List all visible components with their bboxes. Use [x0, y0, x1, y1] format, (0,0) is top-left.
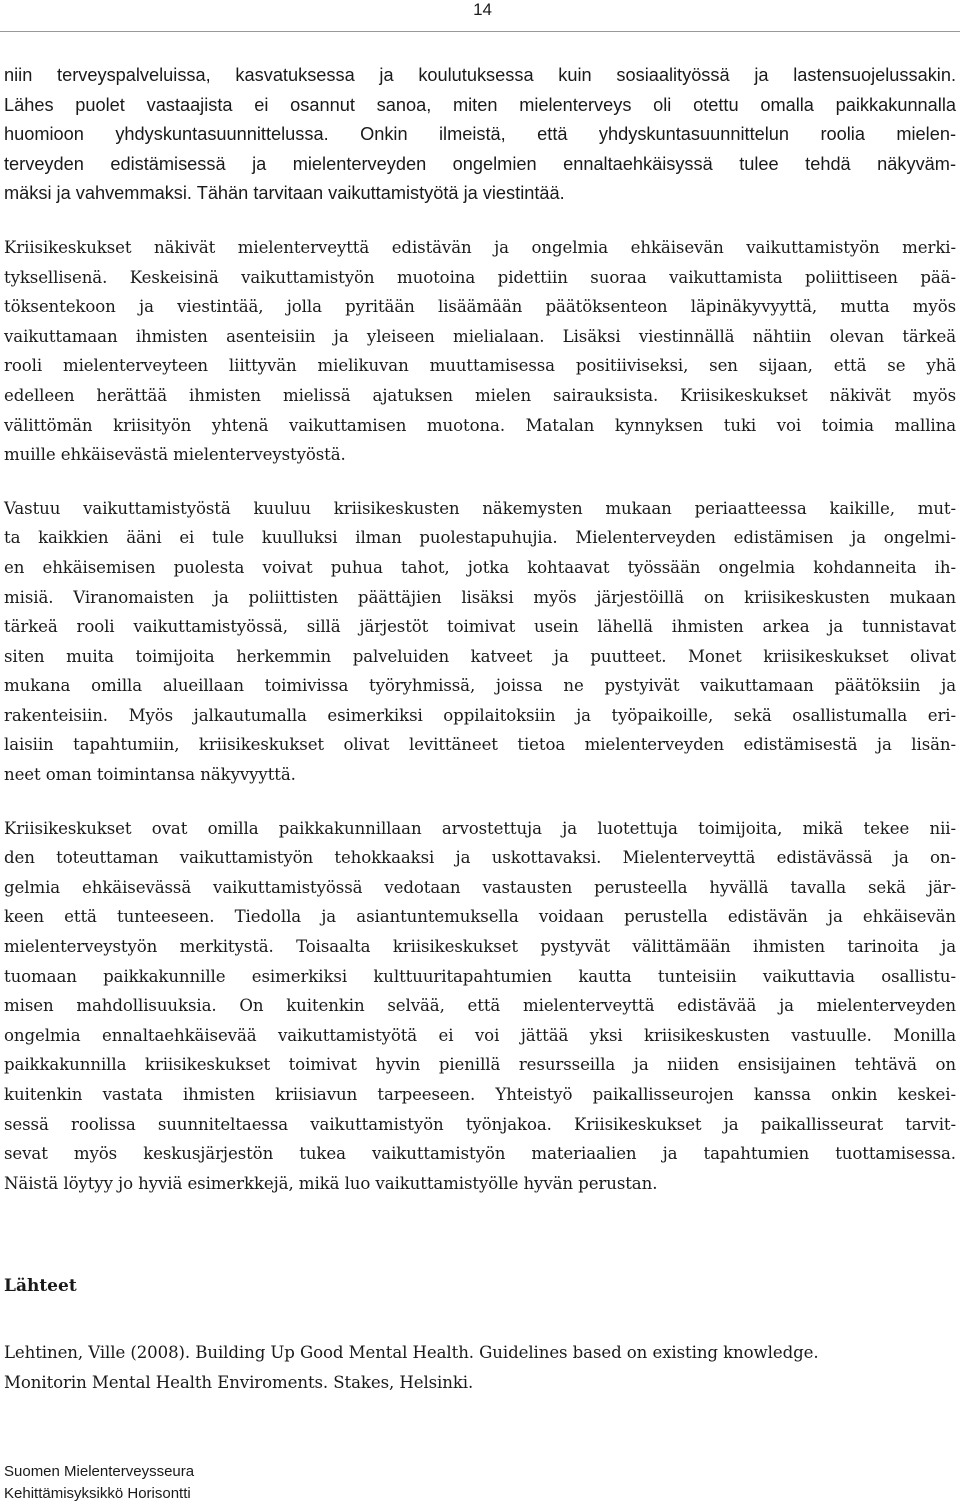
paragraph-line: Kriisikeskukset ovat omilla paikkakunnillaan arvostettuja ja luotettuja toimijoita, mikä tekee nii-	[4, 818, 956, 838]
paragraph-line: töksentekoon ja viestintää, jolla pyritään lisäämään päätöksenteon läpinäkyvyyttä, mutta myös	[4, 297, 956, 317]
paragraph-line: niin terveyspalveluissa, kasvatuksessa ja koulutuksessa kuin sosiaalityössä ja lastensuojelussakin.	[4, 65, 956, 85]
paragraph-line: paikkakunnilla kriisikeskukset toimivat hyvin pienillä resursseilla ja niiden ensisijainen tehtävä on	[4, 1055, 956, 1075]
paragraph-line: misen mahdollisuuksia. On kuitenkin selvää, että mielenterveyttä edistävää ja mielenterveyden	[4, 996, 956, 1016]
paragraph-1	[4, 61, 956, 209]
paragraph-line: terveyden edistämisessä ja mielenterveyden ongelmien ennaltaehkäisyssä tulee tehdä näkyväm-	[4, 153, 956, 174]
paragraph-line: tyksellisenä. Keskeisinä vaikuttamistyön muotoina pidettiin suoraa vaikuttamista poliittiseen pää-	[4, 267, 956, 287]
footer-org: Suomen Mielenterveysseura	[4, 1463, 195, 1480]
paragraph-line: Kriisikeskukset näkivät mielenterveyttä edistävän ja ongelmia ehkäisevän vaikuttamistyön merki-	[4, 237, 956, 257]
paragraph-line: Vastuu vaikuttamistyöstä kuuluu kriisikeskusten näkemysten mukaan periaatteessa kaikille, mut-	[4, 498, 956, 518]
reference-line: Monitorin Mental Health Enviroments. Stakes, Helsinki.	[4, 1372, 474, 1392]
page-footer	[4, 1461, 194, 1505]
references-list	[4, 1338, 956, 1397]
paragraph-line: sessä roolissa suunniteltaessa vaikuttamistyön työnjakoa. Kriisikeskukset ja paikallisseurat tarvit-	[4, 1114, 956, 1134]
paragraph-2	[4, 233, 956, 470]
paragraph-line: kuitenkin vastata ihmisten kriisiavun tarpeeseen. Yhteistyö paikallisseurojen kanssa onkin keskei-	[4, 1085, 956, 1104]
header-divider	[0, 31, 960, 32]
paragraph-line: rooli mielenterveyteen liittyvän mielikuvan muuttamisessa positiiviseksi, sen sijaan, että se yhä	[4, 356, 956, 376]
paragraph-line: mielenterveystyön merkitystä. Toisaalta kriisikeskukset pystyvät välittämään ihmisten tarinoita ja	[4, 937, 956, 957]
reference-line: Lehtinen, Ville (2008). Building Up Good Mental Health. Guidelines based on existing knowledge.	[4, 1342, 819, 1362]
paragraph-line: keen että tunteeseen. Tiedolla ja asiantuntemuksella voidaan perustella edistävän ja ehkäisevän	[4, 907, 956, 927]
paragraph-line: ongelmia ennaltaehkäisevää vaikuttamistyötä ei voi jättää yksi kriisikeskusten vastuulle. Monilla	[4, 1025, 956, 1045]
paragraph-line: tuomaan paikkakunnille esimerkiksi kulttuuritapahtumien kautta tunteisiin vaikuttavia osallistu-	[4, 966, 956, 986]
paragraph-line: Näistä löytyy jo hyviä esimerkkejä, mikä luo vaikuttamistyölle hyvän perustan.	[4, 1173, 658, 1193]
paragraph-4	[4, 814, 956, 1199]
paragraph-line: rakenteisiin. Myös jalkautumalla esimerkiksi oppilaitoksiin ja työpaikoille, sekä osallistumalla eri-	[4, 705, 956, 725]
references-heading: Lähteet	[4, 1276, 77, 1297]
paragraph-3	[4, 494, 956, 790]
paragraph-line: muille ehkäisevästä mielenterveystyöstä.	[4, 445, 346, 465]
paragraph-line: en ehkäisemisen puolesta voivat puhua tahot, jotka kohtaavat työssään ongelmia kohdanneita ih-	[4, 557, 956, 577]
paragraph-line: vaikuttamaan ihmisten asenteisiin ja yleiseen mielialaan. Lisäksi viestinnällä nähtiin olevan tärkeä	[4, 326, 956, 346]
paragraph-line: Lähes puolet vastaajista ei osannut sanoa, miten mielenterveys oli otettu omalla paikkakunnalla	[4, 94, 956, 115]
page-number: 14	[473, 0, 492, 19]
paragraph-line: gelmia ehkäisevässä vaikuttamistyössä vedotaan vastausten perusteella hyvällä tavalla sekä jär-	[4, 877, 956, 897]
paragraph-line: tärkeä rooli vaikuttamistyössä, sillä järjestöt toimivat usein lähellä ihmisten arkea ja tunnistavat	[4, 617, 956, 637]
paragraph-line: edelleen herättää ihmisten mielissä ajatuksen mielen sairauksista. Kriisikeskukset näkivät myös	[4, 385, 956, 405]
paragraph-line: ta kaikkien ääni ei tule kuulluksi ilman puolestapuhujia. Mielenterveyden edistämisen ja ongelmi-	[4, 528, 956, 548]
paragraph-line: välittömän kriisityön yhtenä vaikuttamisen muotona. Matalan kynnyksen tuki voi toimia mallina	[4, 415, 956, 435]
paragraph-line: siten muita toimijoita herkemmin palveluiden katveet ja puutteet. Monet kriisikeskukset olivat	[4, 646, 956, 666]
paragraph-line: misiä. Viranomaisten ja poliittisten päättäjien lisäksi myös järjestöillä on kriisikeskusten mukaan	[4, 587, 956, 607]
document-body	[4, 61, 956, 1397]
paragraph-line: laisiin tapahtumiin, kriisikeskukset olivat levittäneet tietoa mielenterveyden edistämisestä ja lisän-	[4, 735, 956, 755]
paragraph-line: den toteuttaman vaikuttamistyön tehokkaaksi ja uskottavaksi. Mielenterveyttä edistävässä ja on-	[4, 848, 956, 868]
paragraph-line: neet oman toimintansa näkyvyyttä.	[4, 765, 296, 785]
paragraph-line: mäksi ja vahvemmaksi. Tähän tarvitaan vaikuttamistyötä ja viestintää.	[4, 183, 565, 204]
paragraph-line: huomioon yhdyskuntasuunnittelussa. Onkin ilmeistä, että yhdyskuntasuunnittelun roolia mielen-	[4, 124, 956, 145]
paragraph-line: sevat myös keskusjärjestön tukea vaikuttamistyön materiaalien ja tapahtumien tuottamisessa.	[4, 1144, 956, 1164]
footer-unit: Kehittämisyksikkö Horisontti	[4, 1485, 191, 1502]
paragraph-line: mukana omilla alueillaan toimivissa työryhmissä, joissa ne pystyivät vaikuttamaan päätöksiin ja	[4, 676, 956, 696]
